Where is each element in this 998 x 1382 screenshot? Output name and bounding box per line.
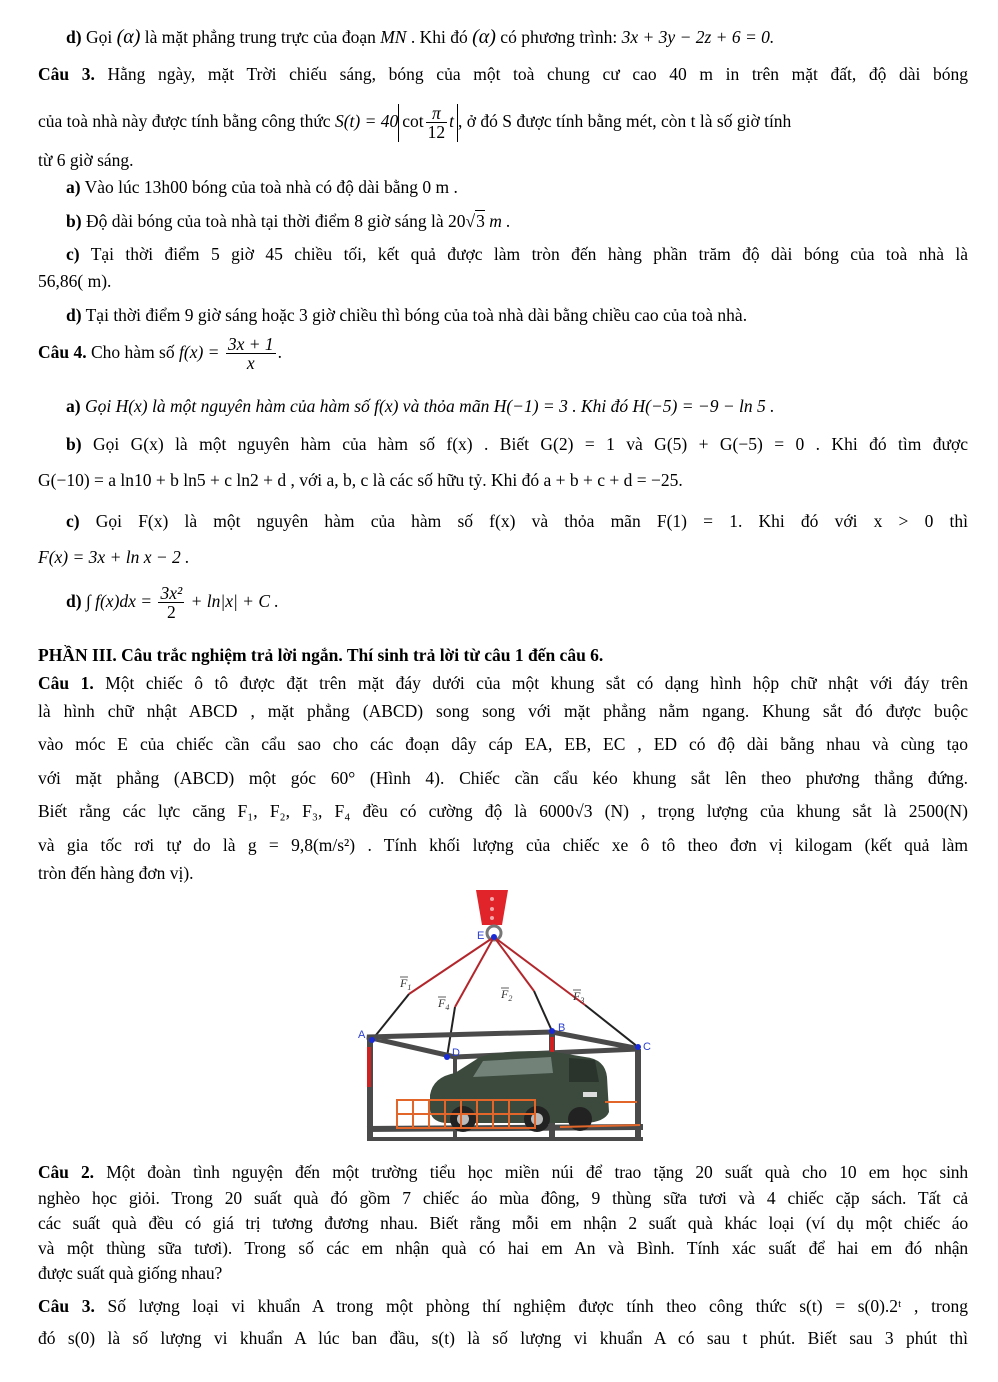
question-label: Câu 1. [38,673,94,693]
point-A [369,1037,375,1043]
question-label: Câu 4. [38,341,87,362]
p3-cau2-line [38,1187,968,1209]
p3-cau2-line [38,1262,222,1284]
cau4-item-b [66,433,968,455]
question-text: Số lượng loại vi khuẩn A trong một phòng thí nghiệm được tính theo công thức s(t) = s(0).2ᵗ , trong [94,1296,969,1316]
math-alpha: (α) [472,26,496,48]
question-text: Một đoàn tình nguyện đến một trường tiểu học miền núi để trao tặng 20 suất quà cho 10 em học sinh [93,1162,968,1182]
cau3-item-c-cont [38,270,111,292]
label-F3 [572,989,584,1005]
point-C [635,1044,641,1050]
force-subscript: 3 [580,996,585,1005]
item-label: d) [66,305,82,325]
sqrt-value: 3 [476,211,485,231]
question-text: Biết rằng các lực căng F₁, F₂, F₃, F₄ đều có cường độ là 6000√3 (N) , trọng lượng của khung sắt là 2500(N) [38,801,968,821]
math-alpha: (α) [116,26,141,48]
text: . [277,341,283,362]
cau4-intro [38,335,282,373]
denominator: x [246,353,255,374]
text: là mặt phẳng trung trực của đoạn [140,27,381,47]
hook-hole [490,916,494,920]
car-rear-window [569,1058,599,1082]
hook-hole [490,897,494,901]
question-text: các suất quà đều có giá trị tương đương nhau. Biết rằng mỗi em nhận 2 suất quà khác loại (ví dụ một chiếc áo [38,1213,968,1233]
label-F1 [399,976,411,992]
frame-red-marking [367,1047,371,1087]
cau4-item-a [66,395,775,417]
p3-cau3-line [38,1295,968,1317]
p3-cau1-line [38,700,968,722]
item-label: a) [66,177,81,197]
question-text: Một chiếc ô tô được đặt trên mặt đáy dưới của một khung sắt có dạng hình hộp chữ nhật với đáy trên [93,673,969,693]
label-F4 [437,996,449,1012]
force-letter: F [501,987,509,1001]
question-text: tròn đến hàng đơn vị). [38,863,194,883]
question-text: và gia tốc rơi tự do là g = 9,8(m/s²) . Tính khối lượng của chiếc xe ô tô theo đơn vị kilogam (kết quả làm [38,835,968,855]
item-label: b) [66,434,82,454]
label-A: A [358,1029,366,1041]
question-text: , ở đó S được tính bằng mét, còn t là số giờ tính [458,110,792,131]
abs-value [398,104,458,142]
item-label: a) [66,396,81,416]
force-letter: F [573,989,581,1003]
force-subscript: 4 [445,1003,450,1012]
integral: ∫ f(x)dx = [81,590,157,611]
numerator: π [426,104,448,123]
formula-lhs: S(t) = 40 [334,110,399,131]
cau3-item-d [66,304,747,326]
vector-arrows [400,977,581,997]
math-mn: MN [380,27,407,47]
question-text: và một thùng sữa tươi). Trong số các em nhận quà có hai em An và Bình. Tính xác suất để hai em đó nhận [38,1238,968,1258]
text: + ln|x| + C . [186,590,279,611]
p3-cau3-line [38,1327,968,1349]
question-text: Hằng ngày, mặt Trời chiếu sáng, bóng của một toà chung cư cao 40 m in trên mặt đất, độ dài bóng [94,64,969,84]
question-text: là hình chữ nhật ABCD , mặt phẳng (ABCD) song song với mặt phẳng nằm ngang. Khung sắt đó được buộc [38,701,968,721]
text: có phương trình: [495,27,622,47]
force-subscript: 1 [407,983,412,992]
hook-hole [490,907,494,911]
fraction [158,584,184,622]
cau3-item-b: b) Độ dài bóng của toà nhà tại thời điểm 8 giờ sáng là 20√3 m . [66,211,511,231]
unit: m . [484,211,511,231]
value: 20 [448,211,466,231]
force-letter: F [400,976,408,990]
force-subscript: 2 [508,994,513,1003]
point-D [444,1054,450,1060]
label-E: E [477,930,485,942]
question-text: đó s(0) là số lượng vi khuẩn A lúc ban đầu, s(t) là số lượng vi khuẩn A có sau t phút. Biết sau 3 phút thì [38,1328,968,1348]
p3-cau1-line [38,672,968,694]
cau4-item-c-cont [38,546,190,568]
math-plane-equation: 3x + 3y − 2z + 6 = 0. [621,27,775,47]
item-label: d) [66,590,82,611]
force-vector-F2 [494,937,534,991]
cau4-item-d [66,584,279,622]
numerator: 3x + 1 [227,334,274,354]
cau4-item-b-cont [38,469,683,491]
section-title: PHẦN III. Câu trắc nghiệm trả lời ngắn. Thí sinh trả lời từ câu 1 đến câu 6. [38,645,604,665]
fraction [226,335,276,373]
denominator: 12 [427,122,446,143]
item-label: c) [66,244,80,264]
label-C: C [643,1041,651,1053]
p3-cau1-line [38,800,968,822]
question-label: Câu 3. [38,1296,95,1316]
item-text: F(x) = 3x + ln x − 2 . [38,547,190,567]
p3-cau2-line [38,1161,968,1183]
force-letter: F [438,996,446,1010]
cot: cot [402,110,424,131]
p3-cau1-line [38,862,194,884]
point-B [549,1028,555,1034]
cau3-item-a [66,176,458,198]
item-text: 56,86( m). [38,271,112,291]
item-text: Tại thời điểm 5 giờ 45 chiều tối, kết quả được làm tròn đến hàng phần trăm độ dài bóng của toà nhà là [79,244,968,264]
item-text: Độ dài bóng của toà nhà tại thời điểm 8 giờ sáng là [81,211,449,231]
point-E [491,934,497,940]
item-text: Tại thời điểm 9 giờ sáng hoặc 3 giờ chiều thì bóng của toà nhà dài bằng chiều cao của toà nhà. [81,305,748,325]
cau3-item-c [66,243,968,265]
variable-t: t [449,110,455,131]
item-label: d) [66,27,82,47]
question-text: của toà nhà này được tính bằng công thức [38,110,335,131]
cau4-item-c [66,510,968,532]
numerator: 3x² [160,583,183,603]
question-text: từ 6 giờ sáng. [38,150,134,170]
section-heading [38,644,603,666]
text: Gọi [81,27,117,47]
label-F2 [500,987,512,1003]
p3-cau2-line [38,1237,968,1259]
item-text: Gọi F(x) là một nguyên hàm của hàm số f(x) và thỏa mãn F(1) = 1. Khi đó với x > 0 thì [79,511,968,531]
label-D: D [452,1047,460,1059]
question-text: nghèo học giỏi. Trong 20 suất quà đó gồm 7 chiếc áo mùa đông, 9 thùng sữa tươi và 4 chiếc cặp sách. Tất cả [38,1188,968,1208]
item-text: Gọi H(x) là một nguyên hàm của hàm số f(x) và thỏa mãn H(−1) = 3 . Khi đó H(−5) = −9 − ln 5 . [80,396,775,416]
cable-EB-lower [534,991,552,1031]
p3-cau1-line [38,733,968,755]
function-lhs: f(x) = [179,341,224,362]
question-text: vào móc E của chiếc cần cẩu sao cho các đoạn dây cáp EA, EB, EC , ED có độ dài bằng nhau và cùng tạo [38,734,968,754]
cau3-line1 [38,63,968,85]
question-label: Câu 3. [38,64,95,84]
cau3-line3 [38,149,134,171]
prev-item-d [66,26,774,48]
p3-cau1-line [38,834,968,856]
question-text: được suất quà giống nhau? [38,1263,223,1283]
p3-cau2-line [38,1212,968,1234]
item-label: b) [66,211,82,231]
cau3-line2 [38,104,791,142]
p3-cau1-line [38,767,968,789]
text: . Khi đó [406,27,473,47]
question-text: với mặt phẳng (ABCD) một góc 60° (Hình 4). Chiếc cần cẩu kéo khung sắt lên theo phương thẳng đứng. [38,768,968,788]
question-label: Câu 2. [38,1162,94,1182]
force-vector-F4 [455,937,494,1007]
item-text: Gọi G(x) là một nguyên hàm của hàm số f(x) . Biết G(2) = 1 và G(5) + G(−5) = 0 . Khi đó tìm được [81,434,968,454]
fraction [426,104,448,142]
crane-frame-figure [355,887,655,1143]
item-text: G(−10) = a ln10 + b ln5 + c ln2 + d , với a, b, c là các số hữu tỷ. Khi đó a + b + c + d = −25. [38,470,683,490]
item-text: Vào lúc 13h00 bóng của toà nhà có độ dài bằng 0 m . [80,177,458,197]
denominator: 2 [166,602,176,623]
question-text: Cho hàm số [86,341,179,362]
item-label: c) [66,511,80,531]
license-plate [583,1092,597,1097]
label-B: B [558,1022,566,1034]
cable-EA-lower [372,994,409,1040]
force-vector-F1 [409,937,494,994]
